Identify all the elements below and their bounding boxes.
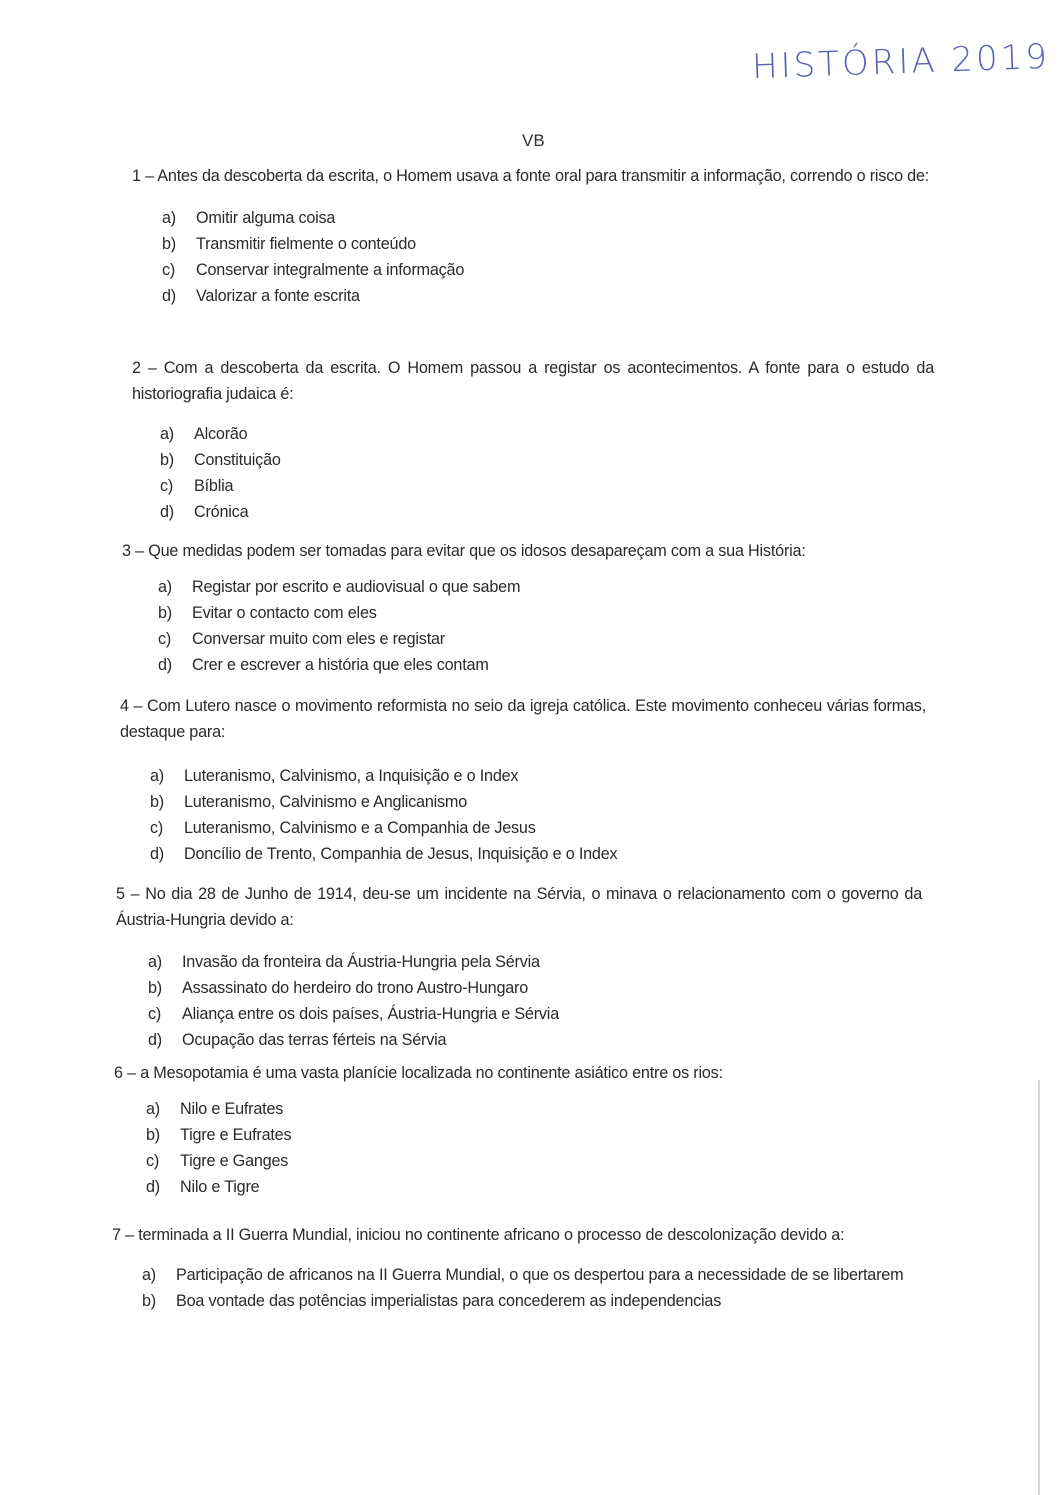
option-letter: a) [148, 953, 162, 971]
question-stem: 2 – Com a descoberta da escrita. O Homem passou a registar os acontecimentos. A fonte para o estudo da historiografia judaica é: [132, 359, 934, 403]
question-stem: 4 – Com Lutero nasce o movimento reformista no seio da igreja católica. Este movimento conheceu várias formas, destaque para: [120, 697, 926, 741]
answer-option [148, 1001, 922, 1027]
answer-option [142, 1262, 912, 1288]
option-text: Tigre e Ganges [180, 1152, 289, 1170]
answer-option [150, 841, 926, 867]
option-text: Participação de africanos na II Guerra Mundial, o que os despertou para a necessidade de se libertarem [176, 1266, 904, 1284]
answer-option [150, 815, 926, 841]
question-1 [132, 163, 934, 309]
option-text: Alcorão [194, 425, 248, 443]
question-3 [122, 538, 924, 678]
option-text: Boa vontade das potências imperialistas para concederem as independencias [176, 1292, 722, 1310]
question-stem: 6 – a Mesopotamia é uma vasta planície localizada no continente asiático entre os rios: [114, 1064, 723, 1082]
option-letter: a) [146, 1100, 160, 1118]
answer-option [162, 257, 934, 283]
option-letter: a) [158, 578, 172, 596]
option-text: Ocupação das terras férteis na Sérvia [182, 1031, 447, 1049]
scan-edge-line [1038, 1080, 1040, 1495]
answer-option [146, 1174, 920, 1200]
option-letter: b) [158, 604, 172, 622]
option-text: Aliança entre os dois países, Áustria-Hungria e Sérvia [182, 1005, 559, 1023]
option-text: Tigre e Eufrates [180, 1126, 292, 1144]
option-letter: c) [150, 819, 164, 837]
answer-option [146, 1148, 920, 1174]
answer-option [150, 789, 926, 815]
question-5 [116, 881, 922, 1053]
answer-option [158, 574, 924, 600]
option-text: Bíblia [194, 477, 234, 495]
option-letter: c) [146, 1152, 160, 1170]
option-letter: a) [160, 425, 174, 443]
option-text: Transmitir fielmente o conteúdo [196, 235, 416, 253]
option-text: Luteranismo, Calvinismo, a Inquisição e o Index [184, 767, 519, 785]
option-text: Conversar muito com eles e registar [192, 630, 445, 648]
option-text: Valorizar a fonte escrita [196, 287, 360, 305]
option-letter: a) [162, 209, 176, 227]
option-text: Constituição [194, 451, 281, 469]
option-letter: c) [160, 477, 174, 495]
question-stem: 3 – Que medidas podem ser tomadas para evitar que os idosos desapareçam com a sua História: [122, 542, 806, 560]
option-letter: a) [142, 1266, 156, 1284]
question-6 [114, 1060, 920, 1200]
option-letter: d) [150, 845, 164, 863]
option-text: Invasão da fronteira da Áustria-Hungria pela Sérvia [182, 953, 540, 971]
option-letter: b) [142, 1292, 156, 1310]
question-stem: 1 – Antes da descoberta da escrita, o Homem usava a fonte oral para transmitir a informação, correndo o risco de: [132, 167, 930, 185]
answer-option [158, 600, 924, 626]
option-text: Registar por escrito e audiovisual o que sabem [192, 578, 521, 596]
question-2 [132, 355, 934, 525]
handwritten-title: HISTÓRIA 2019 [751, 36, 1051, 88]
option-text: Luteranismo, Calvinismo e Anglicanismo [184, 793, 468, 811]
question-7 [112, 1222, 912, 1314]
answer-option [150, 763, 926, 789]
answer-option [146, 1122, 920, 1148]
option-letter: c) [162, 261, 176, 279]
option-letter: b) [150, 793, 164, 811]
option-text: Crer e escrever a história que eles contam [192, 656, 489, 674]
option-text: Luteranismo, Calvinismo e a Companhia de Jesus [184, 819, 536, 837]
answer-option [148, 949, 922, 975]
option-text: Evitar o contacto com eles [192, 604, 377, 622]
option-text: Doncílio de Trento, Companhia de Jesus, Inquisição e o Index [184, 845, 618, 863]
question-stem: 7 – terminada a II Guerra Mundial, iniciou no continente africano o processo de descolonização devido a: [112, 1226, 845, 1244]
option-letter: d) [158, 656, 172, 674]
option-text: Omitir alguma coisa [196, 209, 336, 227]
option-text: Nilo e Tigre [180, 1178, 260, 1196]
answer-option [158, 652, 924, 678]
option-letter: d) [162, 287, 176, 305]
option-letter: d) [148, 1031, 162, 1049]
question-stem: 5 – No dia 28 de Junho de 1914, deu-se um incidente na Sérvia, o minava o relacionamento com o governo da Áustria-Hungria devido a: [116, 885, 922, 929]
answer-option [148, 1027, 922, 1053]
answer-option [162, 283, 934, 309]
question-4 [120, 693, 926, 867]
answer-option [162, 231, 934, 257]
option-text: Assassinato do herdeiro do trono Austro-Hungaro [182, 979, 529, 997]
answer-option [142, 1288, 912, 1314]
option-letter: c) [158, 630, 172, 648]
option-text: Nilo e Eufrates [180, 1100, 284, 1118]
answer-option [160, 447, 934, 473]
exam-version-code: VB [522, 131, 545, 150]
answer-option [158, 626, 924, 652]
answer-option [160, 421, 934, 447]
option-letter: d) [160, 503, 174, 521]
option-text: Conservar integralmente a informação [196, 261, 465, 279]
option-letter: b) [162, 235, 176, 253]
option-letter: b) [146, 1126, 160, 1144]
option-letter: b) [148, 979, 162, 997]
option-letter: a) [150, 767, 164, 785]
option-letter: c) [148, 1005, 162, 1023]
answer-option [160, 473, 934, 499]
option-letter: d) [146, 1178, 160, 1196]
answer-option [162, 205, 934, 231]
answer-option [148, 975, 922, 1001]
option-text: Crónica [194, 503, 249, 521]
answer-option [146, 1096, 920, 1122]
option-letter: b) [160, 451, 174, 469]
answer-option [160, 499, 934, 525]
